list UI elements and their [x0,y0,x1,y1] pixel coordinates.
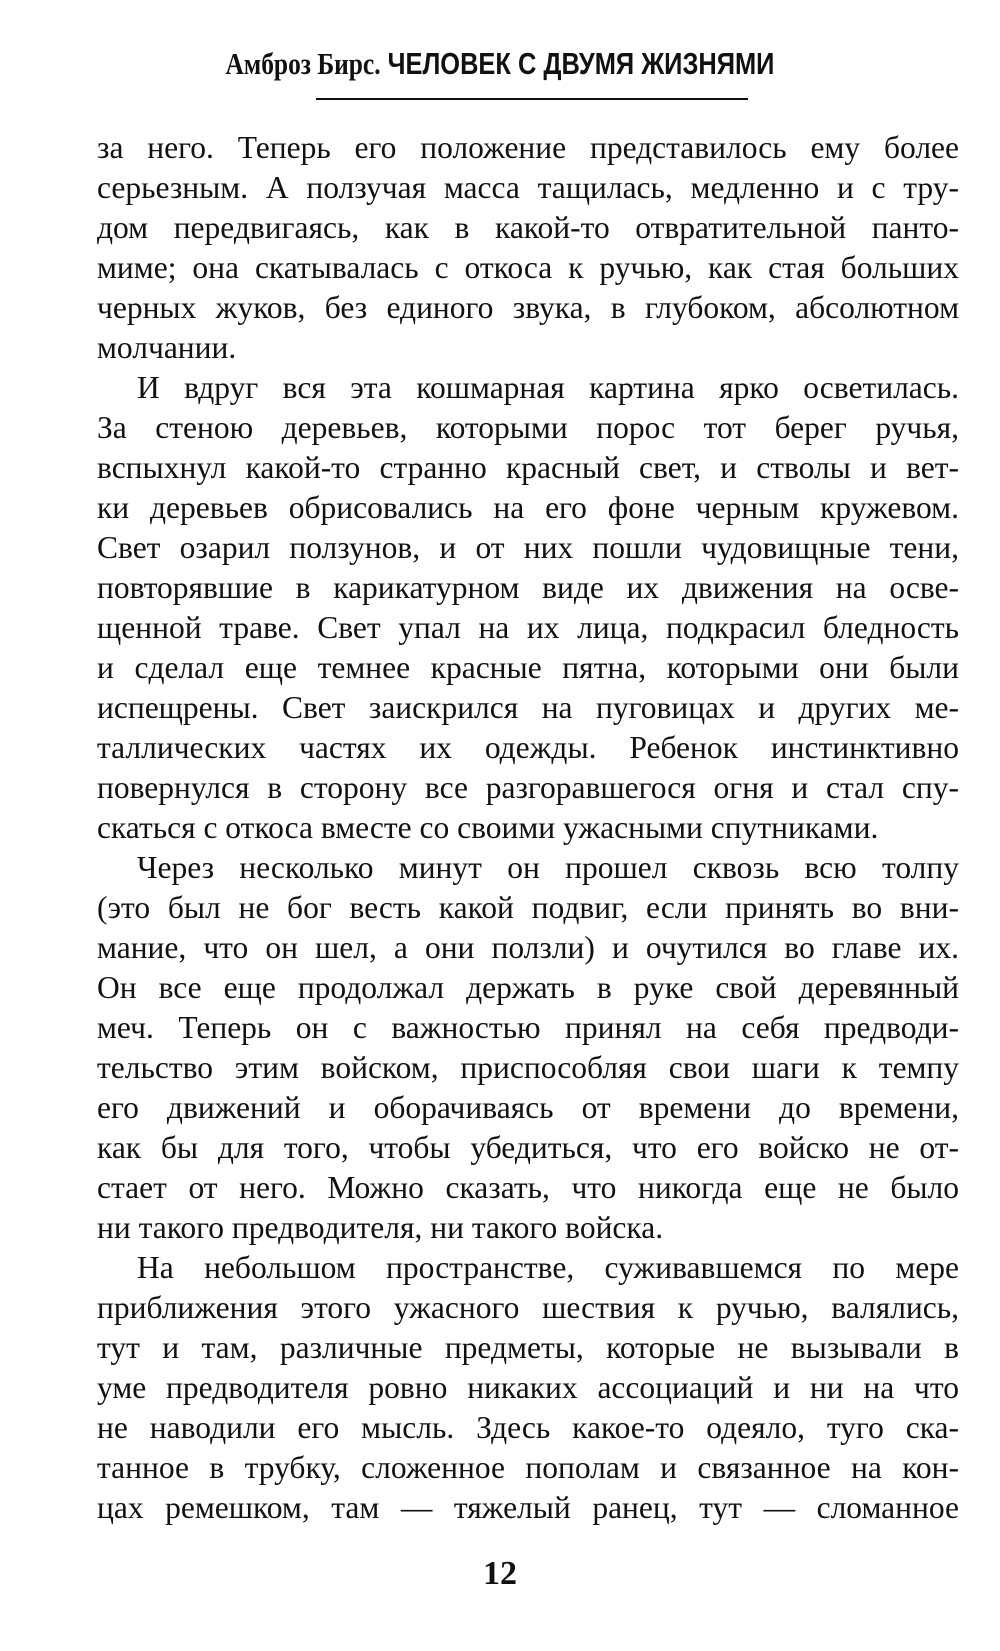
text-line: тельство этим войском, приспособляя свои шаги к темпу [97,1050,959,1085]
page-number: 12 [483,1555,517,1592]
body-text [97,128,959,1528]
paragraph [97,368,959,848]
text-line: ни такого предводителя, ни такого войска. [97,1210,664,1245]
running-head-author: Амброз Бирс. [225,46,381,81]
text-line: стает от него. Можно сказать, что никогда еще не было [97,1170,959,1205]
text-line: За стеною деревьев, которыми порос тот берег ручья, [97,410,959,445]
text-line: щенной траве. Свет упал на их лица, подкрасил бледность [97,610,959,645]
text-line: Свет озарил ползунов, и от них пошли чудовищные тени, [97,530,959,565]
text-line: дом передвигаясь, как в какой-то отвратительной панто- [97,210,959,245]
running-head-title: ЧЕЛОВЕК С ДВУМЯ ЖИЗНЯМИ [387,46,775,81]
text-line: Через несколько минут он прошел сквозь всю толпу [137,850,959,885]
text-line: за него. Теперь его положение представилось ему более [97,130,959,165]
text-line: черных жуков, без единого звука, в глубоком, абсолютном [97,290,959,325]
paragraph [97,128,959,368]
text-line: скаться с откоса вместе со своими ужасными спутниками. [97,810,879,845]
text-line: серьезным. А ползучая масса тащилась, медленно и с тру- [97,170,959,205]
text-line: таллических частях их одежды. Ребенок инстинктивно [97,730,959,765]
text-line: вспыхнул какой-то странно красный свет, и стволы и вет- [97,450,959,485]
text-line: Он все еще продолжал держать в руке свой деревянный [97,970,959,1005]
text-line: повторявшие в карикатурном виде их движения на осве- [97,570,959,605]
text-line: его движений и оборачиваясь от времени до времени, [97,1090,959,1125]
text-line: тут и там, различные предметы, которые не вызывали в [97,1330,959,1365]
text-line: как бы для того, чтобы убедиться, что его войско не от- [97,1130,959,1165]
text-line: мание, что он шел, а они ползли) и очутился во главе их. [97,930,959,965]
paragraph [97,1248,959,1528]
text-line: испещрены. Свет заискрился на пуговицах и других ме- [97,690,959,725]
header-rule [316,98,748,100]
text-line: ки деревьев обрисовались на его фоне черным кружевом. [97,490,959,525]
text-line: (это был не бог весть какой подвиг, если принять во вни- [97,890,959,925]
text-line: и сделал еще темнее красные пятна, которыми они были [97,650,959,685]
text-line: И вдруг вся эта кошмарная картина ярко осветилась. [137,370,959,405]
text-line: уме предводителя ровно никаких ассоциаций и ни на что [97,1370,959,1405]
text-line: танное в трубку, сложенное пополам и связанное на кон- [97,1450,959,1485]
text-line: цах ремешком, там — тяжелый ранец, тут — сломанное [97,1490,959,1525]
text-line: не наводили его мысль. Здесь какое-то одеяло, туго ска- [97,1410,959,1445]
text-line: меч. Теперь он с важностью принял на себя предводи- [97,1010,959,1045]
paragraph [97,848,959,1248]
text-line: приближения этого ужасного шествия к ручью, валялись, [97,1290,959,1325]
text-line: На небольшом пространстве, суживавшемся по мере [137,1250,959,1285]
text-line: миме; она скатывалась с откоса к ручью, как стая больших [97,250,959,285]
text-line: повернулся в сторону все разгоравшегося огня и стал спу- [97,770,959,805]
text-line: молчании. [97,330,237,365]
running-head [90,46,910,82]
